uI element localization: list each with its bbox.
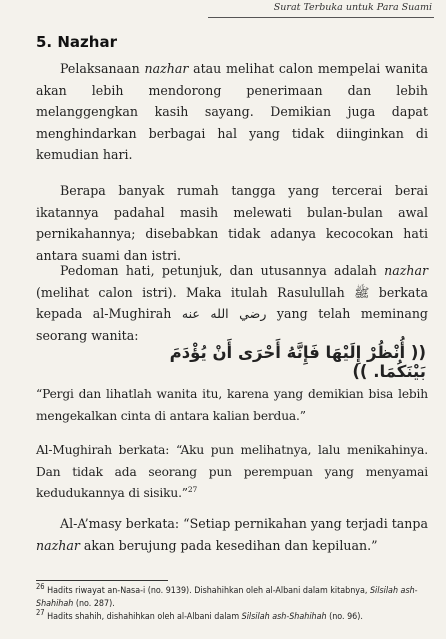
footnotes <box>36 582 432 623</box>
footnote-text: Hadits shahih, dishahihkan oleh al-Albani dalam <box>47 611 242 622</box>
paragraph-text: atau melihat calon mempelai wanita akan lebih mendorong penerimaan dan lebih melanggengkan kasih sayang. Demikian juga dapat menghindarkan berbagai hal yang tidak diinginkan di kemudian hari. <box>36 61 428 162</box>
italic-term: nazhar <box>144 61 189 76</box>
footnote-book-title: Silsilah ash-Shahihah <box>36 586 418 609</box>
paragraph-guidance <box>36 260 428 346</box>
paragraph-text: “Pergi dan lihatlah wanita itu, karena yang demikian bisa lebih mengekalkan cinta di antara kalian berdua.” <box>36 387 428 423</box>
footnote-number: 26 <box>36 582 45 592</box>
paragraph-nazhar-intro <box>36 58 428 166</box>
paragraph-text: (melihat calon istri). Maka itulah Rasulullah ﷺ berkata kepada al-Mughirah رضي الله عنه yang telah meminang seorang wanita: <box>36 284 428 343</box>
italic-term: nazhar <box>384 263 428 278</box>
header-rule <box>208 17 434 18</box>
paragraph-text: Al-A’masy berkata: “Setiap pernikahan yang terjadi tanpa <box>60 516 428 531</box>
paragraph-text: Al-Mughirah berkata: “Aku pun melihatnya, lalu menikahinya. Dan tidak ada seorang pun perempuan yang menyamai kedudukannya di sisiku.” <box>36 443 428 500</box>
footnote-text: (no. 96). <box>326 611 363 622</box>
footnote-rule <box>36 580 168 581</box>
footnote-number: 27 <box>36 607 45 617</box>
paragraph-amasy <box>36 513 428 556</box>
footnote-26 <box>36 582 432 611</box>
arabic-hadith: (( أُنْظُرْ إِلَيْهَا فَإِنَّهُ أَحْرَى أَنْ يُؤْدَمَ بَيْنَكُمَا. )) <box>169 343 426 381</box>
running-header: Surat Terbuka untuk Para Suami <box>273 2 432 13</box>
paragraph-text: Berapa banyak rumah tangga yang tercerai berai ikatannya padahal masih melewati bulan-bulan awal pernikahannya; disebabkan tidak adanya kecocokan hati antara suami dan istri. <box>36 183 428 263</box>
paragraph-households <box>36 180 428 266</box>
italic-term: nazhar <box>36 537 80 553</box>
footnote-text: Hadits riwayat an-Nasa-i (no. 9139). Dishahihkan oleh al-Albani dalam kitabnya, <box>47 586 370 596</box>
section-title: 5. Nazhar <box>36 33 117 51</box>
footnote-text: (no. 287). <box>73 598 115 609</box>
paragraph-mughirah <box>36 440 428 505</box>
paragraph-text: Pelaksanaan <box>60 61 145 76</box>
paragraph-text: Pedoman hati, petunjuk, dan utusannya adalah <box>60 263 385 278</box>
footnote-book-title: Silsilah ash-Shahihah <box>241 611 327 622</box>
paragraph-text: akan berujung pada kesedihan dan kepiluan.” <box>79 537 378 553</box>
paragraph-translation <box>36 384 428 427</box>
footnote-ref-27[interactable]: 27 <box>187 484 198 494</box>
footnote-27 <box>36 607 432 624</box>
